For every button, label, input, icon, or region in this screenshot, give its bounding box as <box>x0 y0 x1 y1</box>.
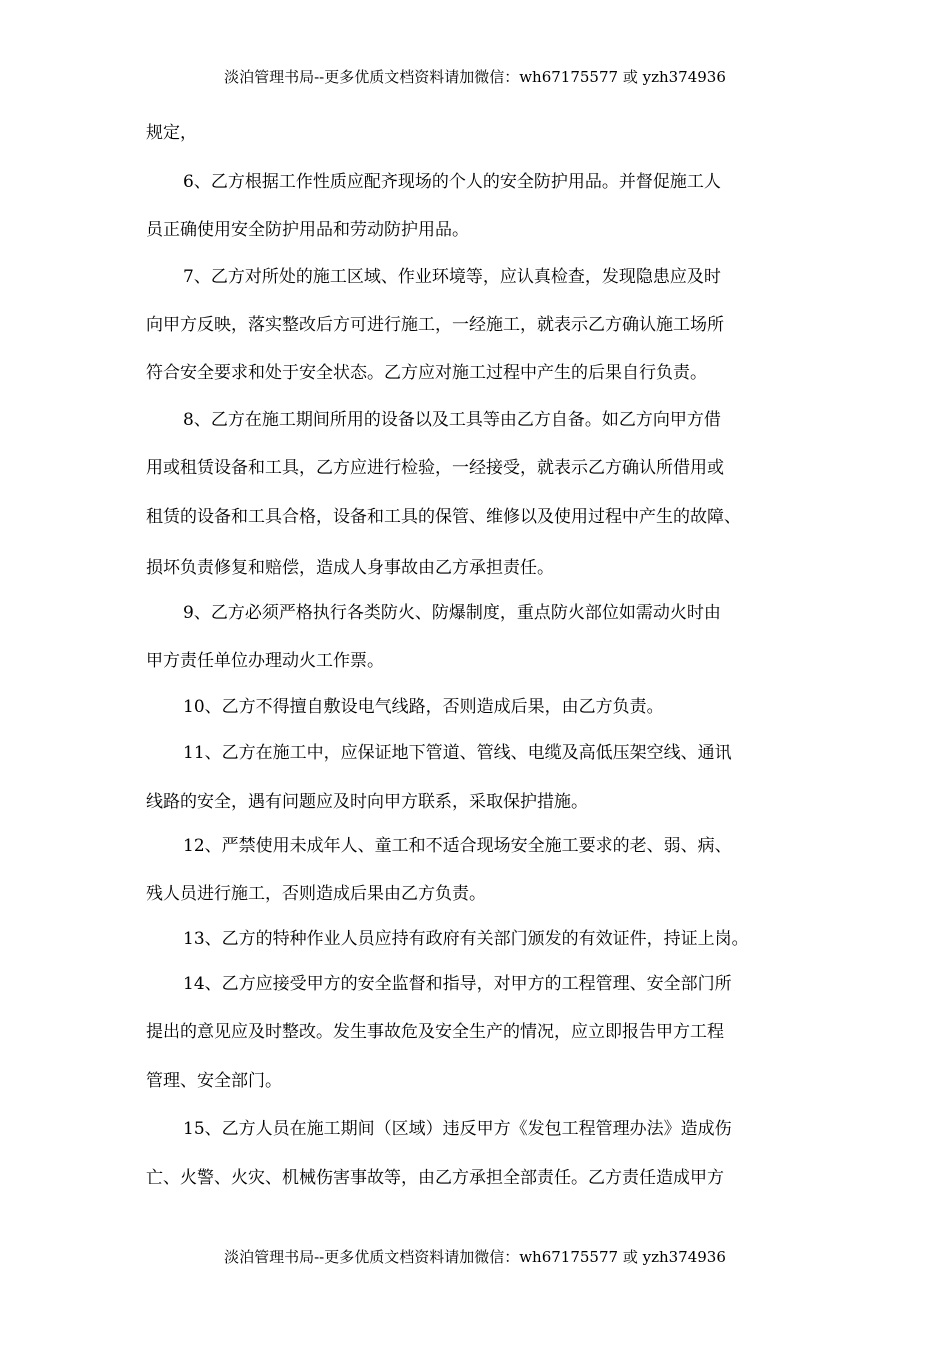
text-line-6: 符合安全要求和处于安全状态。乙方应对施工过程中产生的后果自行负责。 <box>146 363 707 383</box>
page-footer: 淡泊管理书局--更多优质文档资料请加微信：wh67175577 或 yzh374936 <box>224 1248 726 1266</box>
text-line-15: 线路的安全，遇有问题应及时向甲方联系，采取保护措施。 <box>146 792 588 812</box>
text-line-2: 6、乙方根据工作性质应配齐现场的个人的安全防护用品。并督促施工人 <box>183 172 721 192</box>
text-line-1: 规定， <box>146 123 197 143</box>
text-line-7: 8、乙方在施工期间所用的设备以及工具等由乙方自备。如乙方向甲方借 <box>183 410 721 430</box>
text-line-23: 亡、火警、火灾、机械伤害事故等，由乙方承担全部责任。乙方责任造成甲方 <box>146 1168 724 1188</box>
text-line-12: 甲方责任单位办理动火工作票。 <box>146 651 384 671</box>
page-header: 淡泊管理书局--更多优质文档资料请加微信：wh67175577 或 yzh374936 <box>224 68 726 86</box>
text-line-9: 租赁的设备和工具合格，设备和工具的保管、维修以及使用过程中产生的故障、 <box>146 507 741 527</box>
text-line-13: 10、乙方不得擅自敷设电气线路，否则造成后果，由乙方负责。 <box>183 697 664 717</box>
text-line-16: 12、严禁使用未成年人、童工和不适合现场安全施工要求的老、弱、病、 <box>183 836 732 856</box>
text-line-4: 7、乙方对所处的施工区域、作业环境等，应认真检查，发现隐患应及时 <box>183 267 721 287</box>
text-line-8: 用或租赁设备和工具，乙方应进行检验，一经接受，就表示乙方确认所借用或 <box>146 458 724 478</box>
text-line-14: 11、乙方在施工中，应保证地下管道、管线、电缆及高低压架空线、通讯 <box>183 743 732 763</box>
text-line-20: 提出的意见应及时整改。发生事故危及安全生产的情况，应立即报告甲方工程 <box>146 1022 724 1042</box>
text-line-18: 13、乙方的特种作业人员应持有政府有关部门颁发的有效证件，持证上岗。 <box>183 929 749 949</box>
text-line-21: 管理、安全部门。 <box>146 1071 282 1091</box>
text-line-17: 残人员进行施工，否则造成后果由乙方负责。 <box>146 884 486 904</box>
text-line-19: 14、乙方应接受甲方的安全监督和指导，对甲方的工程管理、安全部门所 <box>183 974 732 994</box>
text-line-5: 向甲方反映，落实整改后方可进行施工，一经施工，就表示乙方确认施工场所 <box>146 315 724 335</box>
text-line-11: 9、乙方必须严格执行各类防火、防爆制度，重点防火部位如需动火时由 <box>183 603 721 623</box>
text-line-3: 员正确使用安全防护用品和劳动防护用品。 <box>146 220 469 240</box>
text-line-10: 损坏负责修复和赔偿，造成人身事故由乙方承担责任。 <box>146 558 554 578</box>
text-line-22: 15、乙方人员在施工期间（区域）违反甲方《发包工程管理办法》造成伤 <box>183 1119 732 1139</box>
